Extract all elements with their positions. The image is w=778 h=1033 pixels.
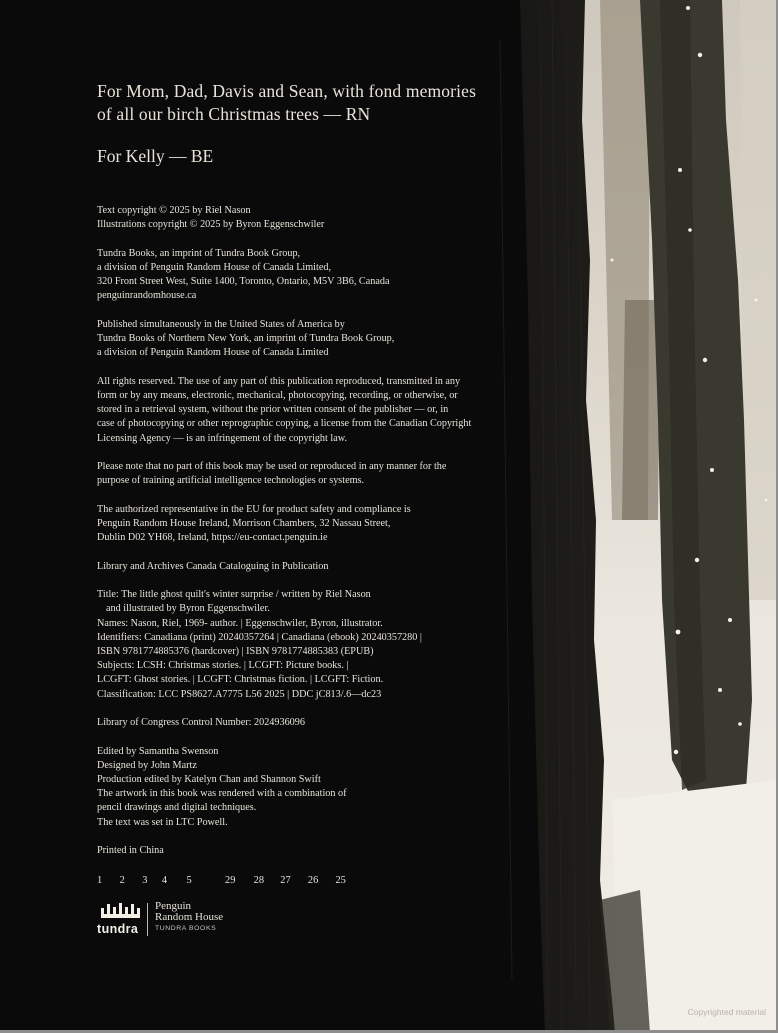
imprint-label: TUNDRA BOOKS	[155, 925, 217, 932]
dedication-line: For Mom, Dad, Davis and Sean, with fond memories	[97, 81, 477, 101]
text-line: Library of Congress Control Number: 2024936096	[97, 717, 305, 729]
text-line: form or by any means, electronic, mechanical, photocopying, recording, or otherwise, or	[97, 389, 458, 401]
text-line: Production edited by Katelyn Chan and Shannon Swift	[97, 773, 321, 785]
dedication	[97, 80, 537, 126]
text-line: Subjects: LCSH: Christmas stories. | LCGFT: Picture books. |	[97, 660, 349, 672]
copyright-notice	[97, 204, 547, 232]
text-line: Edited by Samantha Swenson	[97, 745, 219, 757]
text-line: Names: Nason, Riel, 1969- author. | Eggenschwiler, Byron, illustrator.	[97, 617, 383, 629]
credits	[97, 745, 547, 830]
text-line: Designed by John Martz	[97, 759, 197, 771]
printing-line	[97, 875, 355, 886]
text-line: All rights reserved. The use of any part of this publication reproduced, transmitted in any	[97, 375, 461, 387]
ai-notice	[97, 460, 547, 488]
print-number: 25	[335, 875, 346, 886]
text-line: Printed in China	[97, 845, 164, 857]
text-line: a division of Penguin Random House of Canada Limited,	[97, 261, 331, 273]
print-number: 26	[307, 875, 319, 886]
tundra-wordmark: tundra	[97, 922, 139, 936]
text-line: Please note that no part of this book may be used or reproduced in any manner for the	[97, 461, 447, 473]
publisher-address	[97, 247, 547, 304]
text-line: Illustrations copyright © 2025 by Byron Eggenschwiler	[97, 219, 325, 231]
rights-reserved	[97, 375, 547, 446]
text-line: and illustrated by Byron Eggenschwiler.	[106, 603, 270, 615]
print-number: 4	[161, 875, 168, 886]
text-line: case of photocopying or other reprographic copying, a license from the Canadian Copyright	[97, 418, 472, 430]
text-line: stored in a retrieval system, without the prior written consent of the publisher — or, in	[97, 404, 449, 416]
text-line: Penguin Random House Ireland, Morrison Chambers, 32 Nassau Street,	[97, 517, 391, 529]
logo-divider	[147, 903, 148, 936]
text-line: The authorized representative in the EU for product safety and compliance is	[97, 503, 411, 515]
loc-number	[97, 716, 547, 730]
prh-logo-line: Penguin	[155, 900, 192, 912]
eu-representative	[97, 503, 547, 546]
text-line: Classification: LCC PS8627.A7775 L56 2025 | DDC jC813/.6—dc23	[97, 688, 382, 700]
publisher-logo	[97, 900, 257, 940]
copyright-block	[97, 204, 547, 873]
text-line: Tundra Books of Northern New York, an imprint of Tundra Book Group,	[97, 333, 395, 345]
text-line: Dublin D02 YH68, Ireland, https://eu-contact.penguin.ie	[97, 532, 328, 544]
print-number: 5	[186, 875, 192, 886]
us-publication	[97, 318, 547, 361]
text-line: Title: The little ghost quilt's winter surprise / written by Riel Nason	[97, 589, 371, 601]
text-line: Identifiers: Canadiana (print) 20240357264 | Canadiana (ebook) 20240357280 |	[97, 631, 422, 643]
text-line: Text copyright © 2025 by Riel Nason	[97, 205, 251, 216]
cip-data	[97, 588, 547, 702]
print-number: 1	[97, 875, 103, 886]
cataloguing-heading	[97, 560, 547, 574]
print-number: 28	[253, 875, 265, 886]
text-line: LCGFT: Ghost stories. | LCGFT: Christmas fiction. | LCGFT: Fiction.	[97, 674, 384, 686]
tundra-antler-icon	[99, 902, 141, 920]
text-line: Tundra Books, an imprint of Tundra Book Group,	[97, 247, 301, 259]
dedication-line: of all our birch Christmas trees — RN	[97, 104, 371, 124]
text-line: The artwork in this book was rendered with a combination of	[97, 788, 347, 800]
text-line: Licensing Agency — is an infringement of the copyright law.	[97, 432, 348, 444]
text-line: Library and Archives Canada Cataloguing in Publication	[97, 560, 329, 572]
text-line: 320 Front Street West, Suite 1400, Toronto, Ontario, M5V 3B6, Canada	[97, 276, 390, 288]
prh-logo-line: Random House	[155, 911, 224, 923]
print-number: 29	[225, 875, 236, 886]
text-line: purpose of training artificial intelligence technologies or systems.	[97, 475, 365, 487]
dedication-second: For Kelly — BE	[97, 146, 214, 166]
print-number: 3	[142, 875, 148, 886]
text-line: Published simultaneously in the United States of America by	[97, 318, 345, 330]
isbn-line: ISBN 9781774885376 (hardcover) | ISBN 9781774885383 (EPUB)	[97, 645, 374, 657]
text-line: pencil drawings and digital techniques.	[97, 802, 257, 814]
text-line: a division of Penguin Random House of Canada Limited	[97, 347, 329, 359]
printed-in	[97, 844, 547, 858]
text-line: The text was set in LTC Powell.	[97, 816, 228, 828]
print-number: 27	[280, 875, 291, 886]
print-number: 2	[119, 875, 125, 886]
copyright-watermark: Copyrighted material	[687, 1007, 766, 1017]
publisher-website: penguinrandomhouse.ca	[97, 290, 197, 302]
